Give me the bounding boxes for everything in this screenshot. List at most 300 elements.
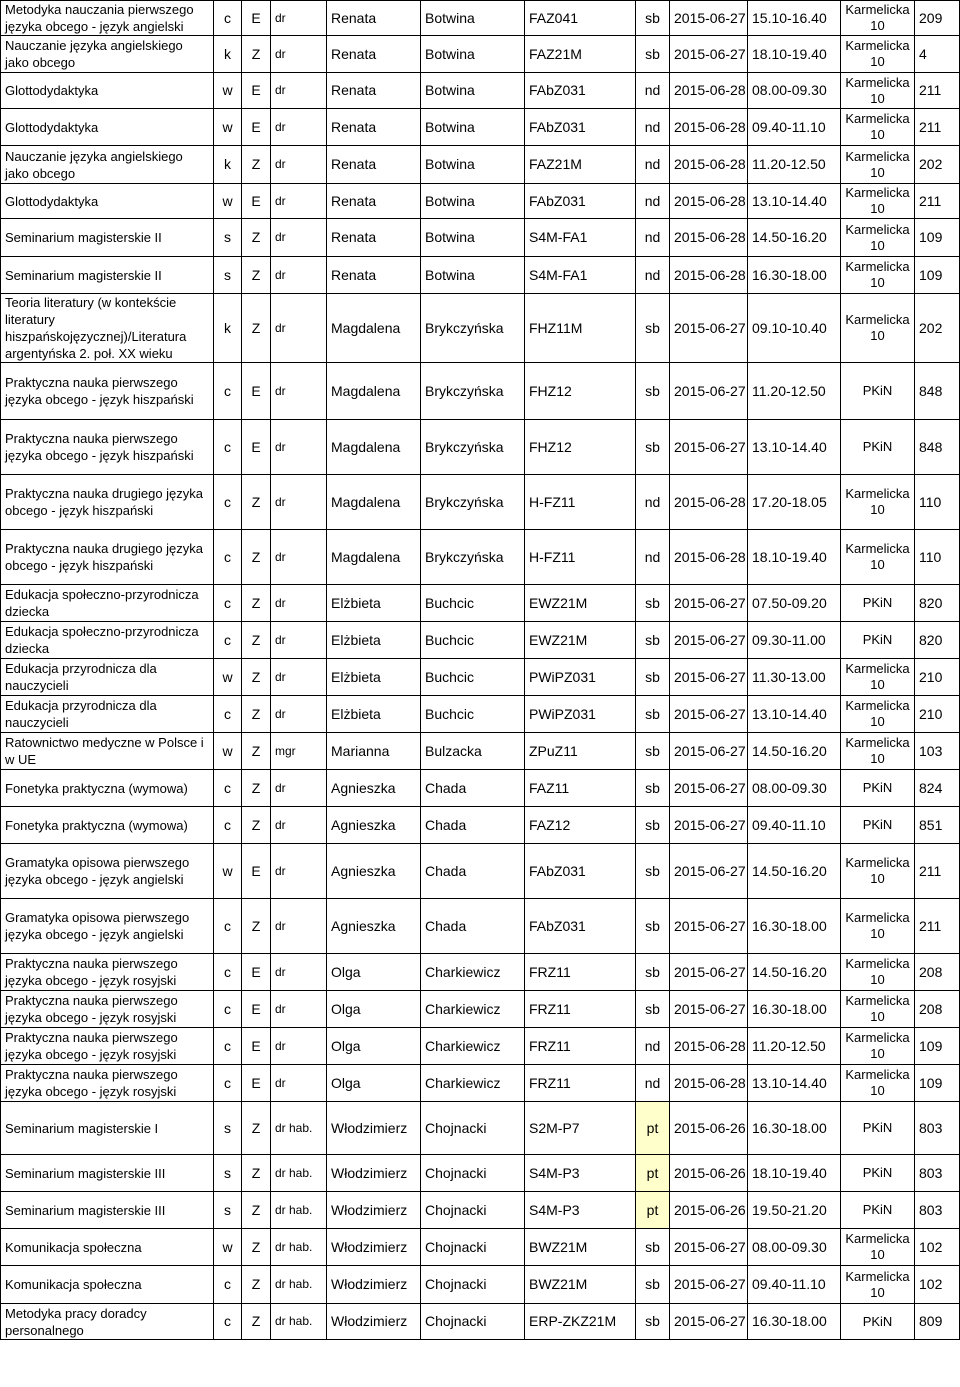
cell-date: 2015-06-27 xyxy=(670,420,748,475)
cell-title: dr xyxy=(271,1028,327,1065)
cell-last-name: Botwina xyxy=(421,36,525,73)
table-row xyxy=(1,659,960,696)
cell-group: BWZ21M xyxy=(525,1229,636,1266)
cell-capacity: 211 xyxy=(915,899,960,954)
cell-last-name: Botwina xyxy=(421,73,525,109)
cell-time: 16.30-18.00 xyxy=(748,899,841,954)
cell-room xyxy=(841,1266,915,1304)
cell-first-name: Renata xyxy=(327,257,421,294)
cell-capacity: 109 xyxy=(915,1065,960,1102)
cell-course: Glottodydaktyka xyxy=(1,73,214,109)
cell-time: 19.50-21.20 xyxy=(748,1192,841,1229)
cell-course: Komunikacja społeczna xyxy=(1,1266,214,1304)
cell-capacity: 103 xyxy=(915,733,960,770)
cell-form: E xyxy=(242,363,271,420)
cell-capacity: 202 xyxy=(915,146,960,184)
cell-group: PWiPZ031 xyxy=(525,659,636,696)
cell-course: Edukacja przyrodnicza dla nauczycieli xyxy=(1,659,214,696)
cell-course: Metodyka pracy doradcy personalnego xyxy=(1,1304,214,1340)
table-row xyxy=(1,1192,960,1229)
cell-date: 2015-06-27 xyxy=(670,954,748,991)
cell-capacity: 109 xyxy=(915,1028,960,1065)
cell-day: sb xyxy=(636,585,670,622)
cell-title: dr hab. xyxy=(271,1102,327,1155)
cell-time: 07.50-09.20 xyxy=(748,585,841,622)
cell-type: c xyxy=(214,1266,242,1304)
cell-first-name: Olga xyxy=(327,954,421,991)
cell-group: S4M-P3 xyxy=(525,1155,636,1192)
cell-date: 2015-06-28 xyxy=(670,146,748,184)
cell-date: 2015-06-28 xyxy=(670,475,748,530)
cell-form: Z xyxy=(242,1229,271,1266)
room-name: Karmelicka xyxy=(845,1030,910,1045)
cell-day: sb xyxy=(636,622,670,659)
cell-room: PKiN xyxy=(841,420,915,475)
room-name: Karmelicka xyxy=(845,661,910,676)
cell-time: 08.00-09.30 xyxy=(748,73,841,109)
room-number: 10 xyxy=(870,1046,885,1061)
cell-title: dr xyxy=(271,363,327,420)
cell-time: 14.50-16.20 xyxy=(748,954,841,991)
cell-last-name: Brykczyńska xyxy=(421,363,525,420)
cell-type: w xyxy=(214,659,242,696)
cell-type: k xyxy=(214,294,242,363)
cell-day: nd xyxy=(636,257,670,294)
cell-room: PKiN xyxy=(841,1102,915,1155)
cell-time: 08.00-09.30 xyxy=(748,770,841,807)
cell-title: dr xyxy=(271,420,327,475)
cell-date: 2015-06-27 xyxy=(670,659,748,696)
cell-room: PKiN xyxy=(841,622,915,659)
cell-type: c xyxy=(214,1,242,36)
cell-time: 16.30-18.00 xyxy=(748,1304,841,1340)
room-number: 10 xyxy=(870,127,885,142)
schedule-rows xyxy=(1,1,960,1340)
cell-time: 16.30-18.00 xyxy=(748,991,841,1028)
room-number: 10 xyxy=(870,751,885,766)
cell-capacity: 211 xyxy=(915,109,960,146)
cell-type: k xyxy=(214,36,242,73)
cell-day: sb xyxy=(636,1229,670,1266)
cell-first-name: Magdalena xyxy=(327,363,421,420)
cell-title: dr hab. xyxy=(271,1304,327,1340)
cell-room xyxy=(841,109,915,146)
cell-first-name: Włodzimierz xyxy=(327,1155,421,1192)
cell-title: dr xyxy=(271,257,327,294)
cell-room xyxy=(841,1065,915,1102)
cell-group: FRZ11 xyxy=(525,991,636,1028)
cell-group: FAZ21M xyxy=(525,146,636,184)
cell-last-name: Charkiewicz xyxy=(421,954,525,991)
cell-last-name: Bulzacka xyxy=(421,733,525,770)
cell-course: Glottodydaktyka xyxy=(1,184,214,219)
cell-last-name: Brykczyńska xyxy=(421,294,525,363)
room-name: Karmelicka xyxy=(845,111,910,126)
cell-date: 2015-06-26 xyxy=(670,1102,748,1155)
cell-type: c xyxy=(214,363,242,420)
cell-date: 2015-06-26 xyxy=(670,1155,748,1192)
cell-last-name: Chada xyxy=(421,770,525,807)
cell-room xyxy=(841,257,915,294)
cell-date: 2015-06-27 xyxy=(670,770,748,807)
cell-title: dr hab. xyxy=(271,1229,327,1266)
cell-time: 11.30-13.00 xyxy=(748,659,841,696)
cell-group: S4M-FA1 xyxy=(525,257,636,294)
table-row xyxy=(1,899,960,954)
cell-first-name: Włodzimierz xyxy=(327,1102,421,1155)
cell-first-name: Magdalena xyxy=(327,294,421,363)
cell-last-name: Chada xyxy=(421,844,525,899)
cell-day: sb xyxy=(636,899,670,954)
cell-room xyxy=(841,475,915,530)
cell-first-name: Magdalena xyxy=(327,530,421,585)
table-row xyxy=(1,1304,960,1340)
cell-room xyxy=(841,184,915,219)
cell-first-name: Renata xyxy=(327,36,421,73)
cell-day: sb xyxy=(636,659,670,696)
cell-type: c xyxy=(214,1065,242,1102)
room-number: 10 xyxy=(870,1009,885,1024)
cell-form: Z xyxy=(242,1266,271,1304)
cell-time: 09.40-11.10 xyxy=(748,1266,841,1304)
room-name: Karmelicka xyxy=(845,1268,910,1284)
cell-day: sb xyxy=(636,733,670,770)
cell-title: dr xyxy=(271,73,327,109)
cell-title: dr xyxy=(271,36,327,73)
cell-time: 14.50-16.20 xyxy=(748,219,841,257)
room-name: Karmelicka xyxy=(845,74,910,90)
cell-type: w xyxy=(214,184,242,219)
cell-room: PKiN xyxy=(841,1192,915,1229)
cell-first-name: Agnieszka xyxy=(327,807,421,844)
cell-form: Z xyxy=(242,530,271,585)
cell-group: H-FZ11 xyxy=(525,530,636,585)
cell-form: E xyxy=(242,844,271,899)
cell-room xyxy=(841,219,915,257)
cell-type: w xyxy=(214,73,242,109)
table-row xyxy=(1,109,960,146)
cell-group: FRZ11 xyxy=(525,954,636,991)
cell-room: PKiN xyxy=(841,1155,915,1192)
cell-first-name: Renata xyxy=(327,184,421,219)
cell-type: c xyxy=(214,991,242,1028)
cell-capacity: 109 xyxy=(915,257,960,294)
cell-course: Ratownictwo medyczne w Polsce i w UE xyxy=(1,733,214,770)
cell-day: nd xyxy=(636,184,670,219)
table-row xyxy=(1,36,960,73)
room-name: Karmelicka xyxy=(845,1231,910,1246)
cell-room: PKiN xyxy=(841,585,915,622)
cell-group: EWZ21M xyxy=(525,585,636,622)
cell-title: dr xyxy=(271,622,327,659)
room-name: Karmelicka xyxy=(845,855,910,870)
cell-course: Praktyczna nauka drugiego języka obcego - język hiszpański xyxy=(1,475,214,530)
cell-date: 2015-06-27 xyxy=(670,991,748,1028)
cell-capacity: 803 xyxy=(915,1192,960,1229)
cell-date: 2015-06-27 xyxy=(670,363,748,420)
cell-day: nd xyxy=(636,219,670,257)
cell-time: 11.20-12.50 xyxy=(748,363,841,420)
cell-form: Z xyxy=(242,1102,271,1155)
cell-group: FAbZ031 xyxy=(525,184,636,219)
cell-course: Teoria literatury (w kontekście literatury hiszpańskojęzycznej)/Literatura argentyńska 2. poł. XX wieku xyxy=(1,294,214,363)
cell-last-name: Botwina xyxy=(421,146,525,184)
cell-form: Z xyxy=(242,219,271,257)
cell-form: Z xyxy=(242,807,271,844)
cell-group: FAbZ031 xyxy=(525,899,636,954)
cell-capacity: 211 xyxy=(915,844,960,899)
cell-date: 2015-06-27 xyxy=(670,1,748,36)
cell-room xyxy=(841,954,915,991)
cell-type: c xyxy=(214,585,242,622)
cell-day: sb xyxy=(636,770,670,807)
cell-first-name: Olga xyxy=(327,1065,421,1102)
cell-capacity: 211 xyxy=(915,184,960,219)
cell-type: c xyxy=(214,899,242,954)
cell-date: 2015-06-27 xyxy=(670,294,748,363)
cell-title: dr hab. xyxy=(271,1266,327,1304)
cell-form: Z xyxy=(242,899,271,954)
cell-form: Z xyxy=(242,622,271,659)
cell-time: 13.10-14.40 xyxy=(748,420,841,475)
room-name: Karmelicka xyxy=(845,486,910,501)
cell-last-name: Chojnacki xyxy=(421,1266,525,1304)
cell-form: E xyxy=(242,420,271,475)
cell-form: E xyxy=(242,109,271,146)
room-number: 10 xyxy=(870,1247,885,1262)
room-name: Karmelicka xyxy=(845,993,910,1008)
cell-capacity: 210 xyxy=(915,696,960,733)
cell-last-name: Charkiewicz xyxy=(421,1028,525,1065)
cell-day: nd xyxy=(636,73,670,109)
cell-course: Seminarium magisterskie III xyxy=(1,1155,214,1192)
cell-last-name: Botwina xyxy=(421,257,525,294)
cell-last-name: Chojnacki xyxy=(421,1102,525,1155)
room-number: 10 xyxy=(870,972,885,987)
cell-type: c xyxy=(214,807,242,844)
cell-type: c xyxy=(214,696,242,733)
cell-first-name: Olga xyxy=(327,991,421,1028)
cell-group: FHZ11M xyxy=(525,294,636,363)
cell-group: FRZ11 xyxy=(525,1065,636,1102)
cell-last-name: Buchcic xyxy=(421,696,525,733)
cell-title: dr xyxy=(271,770,327,807)
cell-day: nd xyxy=(636,475,670,530)
cell-room xyxy=(841,146,915,184)
table-row xyxy=(1,73,960,109)
cell-form: Z xyxy=(242,475,271,530)
cell-group: FAbZ031 xyxy=(525,109,636,146)
cell-time: 09.30-11.00 xyxy=(748,622,841,659)
cell-first-name: Olga xyxy=(327,1028,421,1065)
cell-last-name: Buchcic xyxy=(421,622,525,659)
cell-group: PWiPZ031 xyxy=(525,696,636,733)
cell-course: Praktyczna nauka pierwszego języka obcego - język rosyjski xyxy=(1,954,214,991)
room-number: 10 xyxy=(870,275,885,290)
cell-last-name: Botwina xyxy=(421,184,525,219)
cell-title: dr xyxy=(271,1065,327,1102)
cell-type: s xyxy=(214,1192,242,1229)
cell-capacity: 4 xyxy=(915,36,960,73)
cell-form: E xyxy=(242,184,271,219)
cell-capacity: 208 xyxy=(915,954,960,991)
cell-title: dr xyxy=(271,807,327,844)
cell-course: Edukacja społeczno-przyrodnicza dziecka xyxy=(1,622,214,659)
room-name: Karmelicka xyxy=(845,956,910,971)
table-row xyxy=(1,257,960,294)
cell-capacity: 211 xyxy=(915,73,960,109)
cell-form: E xyxy=(242,73,271,109)
cell-form: Z xyxy=(242,257,271,294)
cell-group: FHZ12 xyxy=(525,363,636,420)
cell-capacity: 851 xyxy=(915,807,960,844)
cell-day: pt xyxy=(636,1102,670,1155)
cell-form: E xyxy=(242,954,271,991)
cell-title: dr hab. xyxy=(271,1155,327,1192)
cell-date: 2015-06-28 xyxy=(670,1028,748,1065)
cell-type: k xyxy=(214,146,242,184)
cell-capacity: 102 xyxy=(915,1229,960,1266)
cell-group: FAbZ031 xyxy=(525,73,636,109)
cell-title: dr xyxy=(271,899,327,954)
cell-course: Gramatyka opisowa pierwszego języka obcego - język angielski xyxy=(1,899,214,954)
cell-room xyxy=(841,659,915,696)
cell-first-name: Włodzimierz xyxy=(327,1266,421,1304)
cell-time: 08.00-09.30 xyxy=(748,1229,841,1266)
cell-first-name: Włodzimierz xyxy=(327,1304,421,1340)
cell-day: pt xyxy=(636,1155,670,1192)
table-row xyxy=(1,1065,960,1102)
cell-course: Praktyczna nauka pierwszego języka obcego - język rosyjski xyxy=(1,1065,214,1102)
cell-type: w xyxy=(214,1229,242,1266)
cell-first-name: Włodzimierz xyxy=(327,1192,421,1229)
cell-course: Edukacja przyrodnicza dla nauczycieli xyxy=(1,696,214,733)
table-row xyxy=(1,294,960,363)
cell-last-name: Charkiewicz xyxy=(421,991,525,1028)
room-name: Karmelicka xyxy=(845,38,910,53)
cell-course: Komunikacja społeczna xyxy=(1,1229,214,1266)
cell-course: Fonetyka praktyczna (wymowa) xyxy=(1,770,214,807)
cell-course: Nauczanie języka angielskiego jako obcego xyxy=(1,36,214,73)
cell-last-name: Chojnacki xyxy=(421,1192,525,1229)
room-name: Karmelicka xyxy=(845,221,910,237)
cell-first-name: Elżbieta xyxy=(327,622,421,659)
cell-date: 2015-06-28 xyxy=(670,184,748,219)
cell-form: E xyxy=(242,1065,271,1102)
table-row xyxy=(1,146,960,184)
cell-room xyxy=(841,36,915,73)
cell-form: Z xyxy=(242,659,271,696)
cell-capacity: 820 xyxy=(915,622,960,659)
cell-first-name: Renata xyxy=(327,109,421,146)
cell-first-name: Magdalena xyxy=(327,475,421,530)
table-row xyxy=(1,1102,960,1155)
cell-first-name: Elżbieta xyxy=(327,585,421,622)
room-number: 10 xyxy=(870,502,885,517)
room-name: Karmelicka xyxy=(845,148,910,164)
cell-time: 11.20-12.50 xyxy=(748,1028,841,1065)
cell-day: sb xyxy=(636,1304,670,1340)
cell-capacity: 809 xyxy=(915,1304,960,1340)
room-name: Karmelicka xyxy=(845,735,910,750)
cell-form: Z xyxy=(242,733,271,770)
cell-day: nd xyxy=(636,146,670,184)
cell-type: w xyxy=(214,109,242,146)
cell-date: 2015-06-27 xyxy=(670,585,748,622)
cell-course: Fonetyka praktyczna (wymowa) xyxy=(1,807,214,844)
cell-date: 2015-06-27 xyxy=(670,1304,748,1340)
cell-day: sb xyxy=(636,844,670,899)
table-row xyxy=(1,1028,960,1065)
cell-capacity: 208 xyxy=(915,991,960,1028)
cell-capacity: 202 xyxy=(915,294,960,363)
cell-room xyxy=(841,733,915,770)
cell-time: 16.30-18.00 xyxy=(748,257,841,294)
room-number: 10 xyxy=(870,1284,885,1300)
cell-last-name: Chada xyxy=(421,807,525,844)
cell-type: c xyxy=(214,1304,242,1340)
cell-time: 18.10-19.40 xyxy=(748,36,841,73)
cell-time: 18.10-19.40 xyxy=(748,530,841,585)
cell-type: c xyxy=(214,622,242,659)
cell-group: FHZ12 xyxy=(525,420,636,475)
cell-day: nd xyxy=(636,1065,670,1102)
cell-group: FAZ11 xyxy=(525,770,636,807)
cell-room: PKiN xyxy=(841,363,915,420)
cell-last-name: Chojnacki xyxy=(421,1229,525,1266)
cell-room: PKiN xyxy=(841,770,915,807)
cell-first-name: Magdalena xyxy=(327,420,421,475)
cell-form: Z xyxy=(242,294,271,363)
cell-course: Praktyczna nauka drugiego języka obcego - język hiszpański xyxy=(1,530,214,585)
room-number: 10 xyxy=(870,677,885,692)
cell-form: Z xyxy=(242,1155,271,1192)
table-row xyxy=(1,770,960,807)
room-number: 10 xyxy=(870,164,885,180)
cell-date: 2015-06-27 xyxy=(670,622,748,659)
cell-first-name: Elżbieta xyxy=(327,696,421,733)
cell-first-name: Agnieszka xyxy=(327,899,421,954)
cell-first-name: Renata xyxy=(327,219,421,257)
cell-date: 2015-06-27 xyxy=(670,733,748,770)
cell-group: FAZ041 xyxy=(525,1,636,36)
cell-group: S2M-P7 xyxy=(525,1102,636,1155)
cell-form: Z xyxy=(242,36,271,73)
cell-date: 2015-06-28 xyxy=(670,219,748,257)
cell-last-name: Chojnacki xyxy=(421,1304,525,1340)
cell-title: dr xyxy=(271,530,327,585)
cell-form: Z xyxy=(242,696,271,733)
table-row xyxy=(1,696,960,733)
cell-last-name: Brykczyńska xyxy=(421,530,525,585)
cell-course: Seminarium magisterskie II xyxy=(1,257,214,294)
table-row xyxy=(1,475,960,530)
cell-date: 2015-06-28 xyxy=(670,109,748,146)
cell-time: 13.10-14.40 xyxy=(748,184,841,219)
cell-form: Z xyxy=(242,1304,271,1340)
cell-capacity: 102 xyxy=(915,1266,960,1304)
cell-form: Z xyxy=(242,585,271,622)
table-row xyxy=(1,807,960,844)
cell-day: sb xyxy=(636,36,670,73)
cell-group: EWZ21M xyxy=(525,622,636,659)
cell-course: Seminarium magisterskie III xyxy=(1,1192,214,1229)
table-row xyxy=(1,1155,960,1192)
cell-title: dr xyxy=(271,844,327,899)
table-row xyxy=(1,363,960,420)
cell-day: sb xyxy=(636,991,670,1028)
room-name: Karmelicka xyxy=(845,698,910,713)
